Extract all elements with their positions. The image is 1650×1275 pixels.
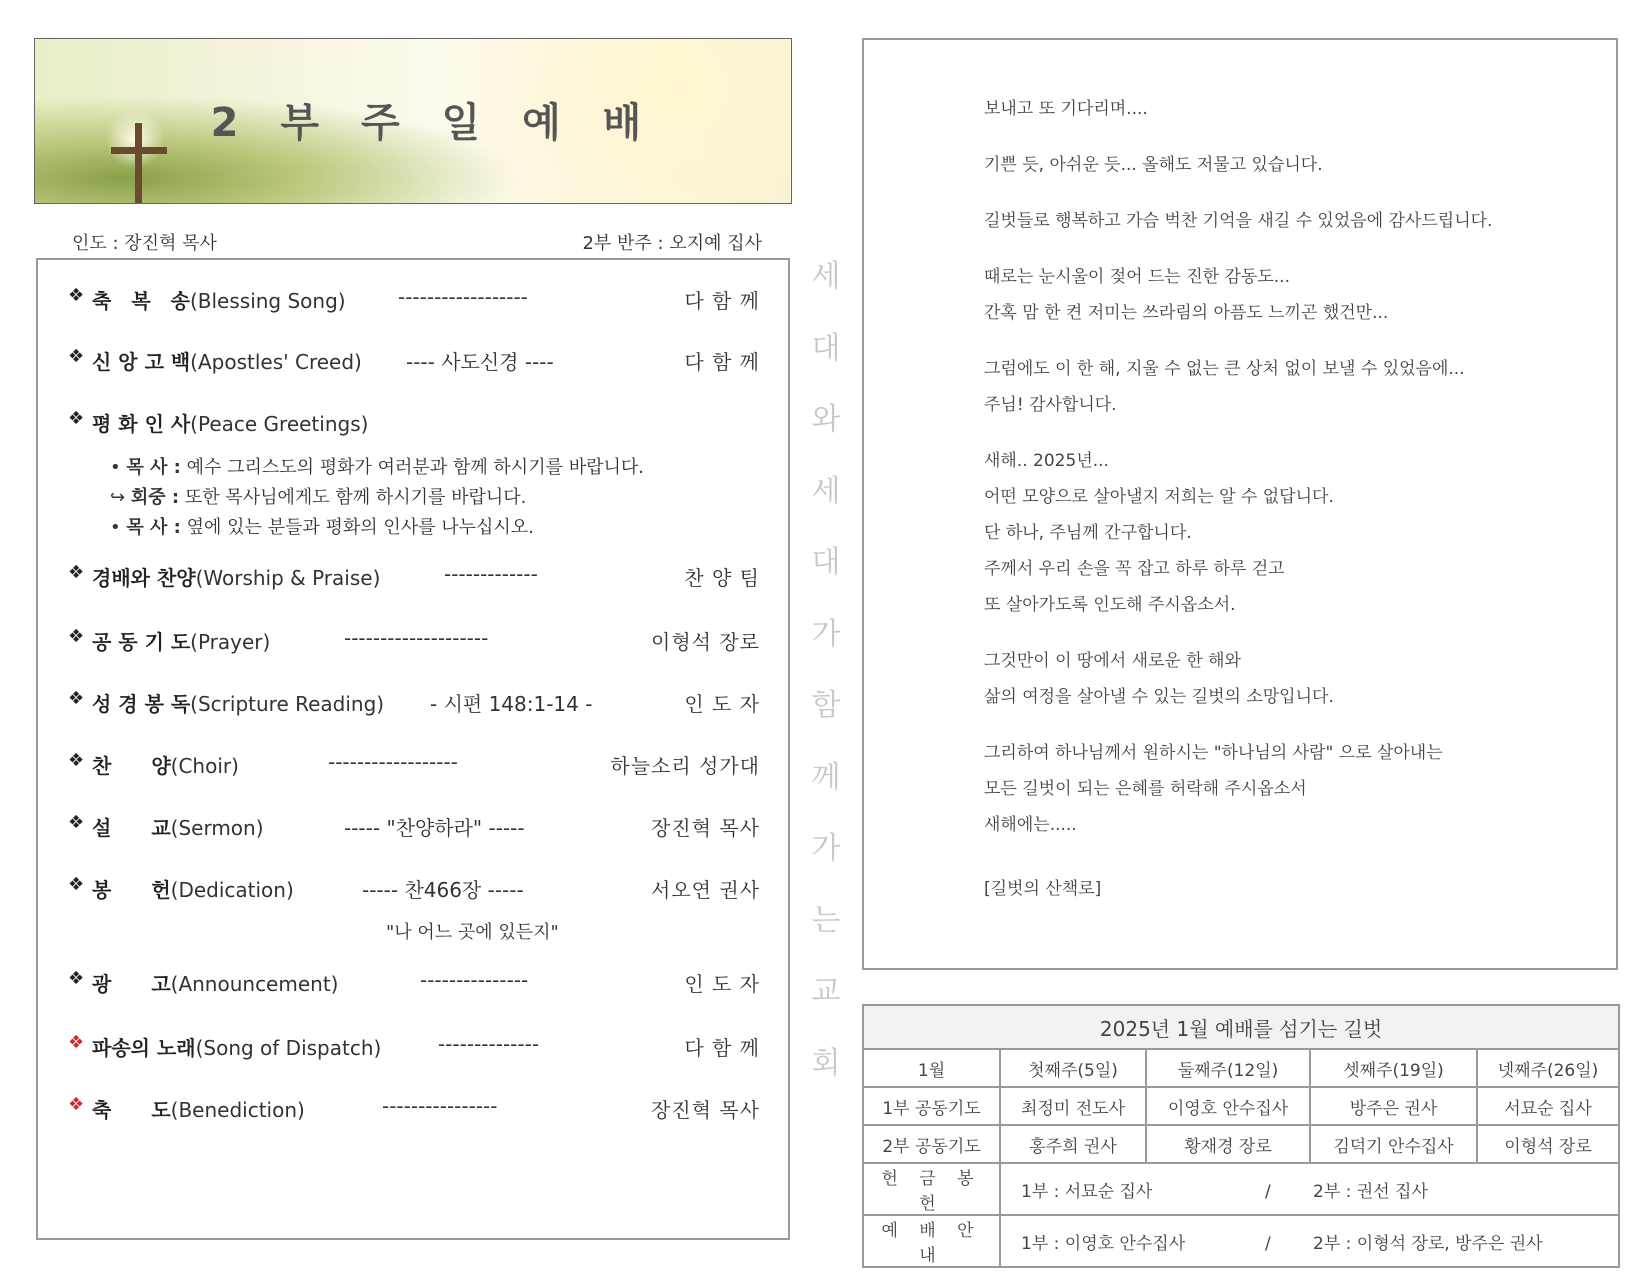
item-title-ko: 파송의 노래 [92, 1036, 196, 1060]
item-detail: ----- "찬양하라" ----- [344, 816, 525, 840]
diamond-bullet-icon: ❖ [68, 1032, 85, 1053]
item-title-ko: 평 화 인 사 [92, 412, 191, 436]
return-arrow-icon: ↪ [110, 487, 126, 508]
order-item [68, 688, 760, 718]
item-leader: 인 도 자 [684, 972, 760, 996]
table-cell: 2부 공동기도 [863, 1125, 1000, 1163]
item-title-ko: 신 앙 고 백 [92, 350, 191, 374]
diamond-bullet-icon: ❖ [68, 750, 85, 771]
item-detail: --------------- [420, 968, 529, 992]
diamond-bullet-icon: ❖ [68, 1094, 85, 1115]
item-title-en: (Sermon) [170, 816, 264, 840]
message-line: 단 하나, 주님께 간구합니다. [984, 523, 1192, 543]
peace-text: 예수 그리스도의 평화가 여러분과 함께 하시기를 바랍니다. [186, 457, 644, 478]
item-leader: 다 함 께 [684, 1036, 760, 1060]
item-title-en: (Choir) [170, 754, 239, 778]
vertical-slogan [804, 259, 848, 1120]
slogan-char: 회 [811, 1045, 841, 1081]
table-cell: 홍주희 권사 [1000, 1125, 1146, 1163]
item-title-en: (Peace Greetings) [190, 412, 369, 436]
slogan-char: 교 [811, 974, 841, 1009]
item-title-ko: 찬 양 [92, 754, 171, 778]
bullet-icon: • [110, 517, 121, 538]
item-title-en: (Dedication) [170, 878, 294, 902]
item-detail: - 시편 148:1-14 - [430, 692, 593, 716]
table-row [863, 1125, 1619, 1163]
order-item [68, 1032, 760, 1062]
peace-text: 옆에 있는 분들과 평화의 인사를 나누십시오. [186, 517, 534, 538]
item-title-ko: 공 동 기 도 [92, 630, 191, 654]
item-title-ko: 축 복 송 [92, 289, 190, 313]
usher-second: 2부 : 이형석 장로, 방주은 권사 [1313, 1233, 1543, 1254]
message-line: 길벗들로 행복하고 가슴 벅찬 기억을 새길 수 있었음에 감사드립니다. [984, 211, 1493, 231]
message-line: 새해에는..... [984, 815, 1077, 835]
slogan-char: 께 [811, 759, 841, 795]
servant-schedule-table [862, 1004, 1620, 1268]
order-item [68, 968, 760, 998]
item-title-ko: 축 도 [92, 1098, 171, 1122]
dedication-hymn-title: "나 어느 곳에 있든지" [386, 922, 559, 943]
message-source: [길벗의 산책로] [984, 879, 1102, 899]
order-item [68, 874, 760, 904]
order-item [68, 1094, 760, 1124]
table-cell: 1부 공동기도 [863, 1087, 1000, 1125]
slogan-char: 세 [811, 473, 841, 509]
slogan-char: 와 [811, 402, 841, 437]
item-leader: 이형석 장로 [651, 630, 760, 654]
peace-role: 목 사 : [126, 517, 181, 538]
item-leader: 다 함 께 [684, 289, 760, 313]
separator: / [1265, 1181, 1271, 1202]
table-header-row [863, 1049, 1619, 1087]
message-line: 때로는 눈시울이 젖어 드는 진한 감동도... [984, 267, 1290, 287]
diamond-bullet-icon: ❖ [68, 408, 85, 429]
item-leader: 서오연 권사 [651, 878, 760, 902]
table-cell: 이형석 장로 [1477, 1125, 1619, 1163]
order-of-worship [36, 258, 790, 1240]
item-title-en: (Announcement) [170, 972, 339, 996]
order-item [68, 408, 760, 438]
message-line: 어떤 모양으로 살아낼지 저희는 알 수 없답니다. [984, 487, 1334, 507]
item-leader: 하늘소리 성가대 [610, 754, 760, 778]
accompanist-info: 2부 반주 : 오지예 집사 [582, 233, 762, 254]
item-title-en: (Scripture Reading) [190, 692, 385, 716]
item-leader: 장진혁 목사 [651, 816, 760, 840]
offering-assignment [1000, 1163, 1619, 1215]
item-title-ko: 경배와 찬양 [92, 566, 196, 590]
separator: / [1265, 1233, 1271, 1254]
item-detail: ---------------- [382, 1094, 498, 1118]
item-detail: ---- 사도신경 ---- [406, 350, 554, 374]
message-line: 또 살아가도록 인도해 주시옵소서. [984, 595, 1236, 615]
diamond-bullet-icon: ❖ [68, 562, 85, 583]
item-detail: ------------------ [328, 750, 458, 774]
table-header: 둘째주(12일) [1146, 1049, 1310, 1087]
item-title-ko: 광 고 [92, 972, 171, 996]
table-cell: 방주은 권사 [1310, 1087, 1477, 1125]
message-line: 보내고 또 기다리며.... [984, 99, 1148, 119]
slogan-char: 대 [811, 330, 841, 366]
table-cell: 최정미 전도사 [1000, 1087, 1146, 1125]
peace-line [110, 483, 526, 509]
table-cell: 이영호 안수집사 [1146, 1087, 1310, 1125]
leader-info: 인도 : 장진혁 목사 [72, 233, 217, 254]
message-line: 삶의 여정을 살아낼 수 있는 길벗의 소망입니다. [984, 687, 1334, 707]
peace-role: 목 사 : [126, 457, 181, 478]
message-line: 그것만이 이 땅에서 새로운 한 해와 [984, 651, 1241, 671]
message-line: 주님! 감사합니다. [984, 395, 1117, 415]
item-detail: ------------------ [398, 285, 528, 309]
table-cell: 헌 금 봉 헌 [863, 1163, 1000, 1215]
diamond-bullet-icon: ❖ [68, 626, 85, 647]
header-banner [34, 38, 792, 204]
usher-assignment [1000, 1215, 1619, 1267]
item-detail: ----- 찬466장 ----- [362, 878, 524, 902]
diamond-bullet-icon: ❖ [68, 968, 85, 989]
table-row [863, 1163, 1619, 1215]
diamond-bullet-icon: ❖ [68, 688, 85, 709]
meditation-message [862, 38, 1618, 970]
slogan-char: 가 [811, 831, 841, 866]
slogan-char: 세 [811, 259, 841, 294]
message-line: 주께서 우리 손을 꼭 잡고 하루 하루 걷고 [984, 559, 1285, 579]
bullet-icon: • [110, 457, 121, 478]
item-leader: 찬 양 팀 [684, 566, 760, 590]
table-row [863, 1215, 1619, 1267]
table-header: 넷째주(26일) [1477, 1049, 1619, 1087]
item-title-en: (Worship & Praise) [195, 566, 381, 590]
item-title-ko: 성 경 봉 독 [92, 692, 191, 716]
slogan-char: 는 [811, 902, 841, 938]
order-item [68, 626, 760, 656]
table-cell: 예 배 안 내 [863, 1215, 1000, 1267]
diamond-bullet-icon: ❖ [68, 346, 85, 367]
item-leader: 다 함 께 [684, 350, 760, 374]
table-header: 1월 [863, 1049, 1000, 1087]
order-item [68, 812, 760, 842]
diamond-bullet-icon: ❖ [68, 812, 85, 833]
slogan-char: 함 [811, 688, 841, 723]
item-leader: 장진혁 목사 [651, 1098, 760, 1122]
message-line: 그럼에도 이 한 해, 지울 수 없는 큰 상처 없이 보낼 수 있었음에... [984, 359, 1465, 379]
order-item [68, 285, 760, 315]
peace-line [110, 453, 644, 479]
cross-icon-bar [111, 147, 167, 154]
order-item [68, 346, 760, 376]
table-header: 셋째주(19일) [1310, 1049, 1477, 1087]
table-cell: 서묘순 집사 [1477, 1087, 1619, 1125]
message-line: 새해.. 2025년... [984, 451, 1109, 471]
item-title-ko: 봉 헌 [92, 878, 171, 902]
offering-first: 1부 : 서묘순 집사 [1021, 1181, 1153, 1202]
item-detail: ------------- [444, 562, 538, 586]
diamond-bullet-icon: ❖ [68, 874, 85, 895]
slogan-char: 가 [811, 616, 841, 652]
table-header: 첫째주(5일) [1000, 1049, 1146, 1087]
item-title-en: (Song of Dispatch) [195, 1036, 382, 1060]
item-title-en: (Blessing Song) [189, 289, 346, 313]
message-line: 모든 길벗이 되는 은혜를 허락해 주시옵소서 [984, 779, 1307, 799]
offering-second: 2부 : 권선 집사 [1313, 1181, 1428, 1202]
peace-text: 또한 목사님에게도 함께 하시기를 바랍니다. [184, 487, 527, 508]
item-detail: -------------------- [344, 626, 489, 650]
table-cell: 황재경 장로 [1146, 1125, 1310, 1163]
item-title-en: (Apostles' Creed) [190, 350, 362, 374]
item-detail: -------------- [438, 1032, 540, 1056]
table-row [863, 1087, 1619, 1125]
order-item [68, 562, 760, 592]
item-title-en: (Prayer) [190, 630, 271, 654]
message-line: 기쁜 듯, 아쉬운 듯... 올해도 저물고 있습니다. [984, 155, 1323, 175]
message-line: 간혹 맘 한 켠 저미는 쓰라림의 아픔도 느끼곤 했건만... [984, 303, 1389, 323]
order-item [68, 750, 760, 780]
item-title-en: (Benediction) [170, 1098, 305, 1122]
slogan-char: 대 [811, 545, 841, 580]
message-line: 그리하여 하나님께서 원하시는 "하나님의 사람" 으로 살아내는 [984, 743, 1443, 763]
peace-role: 회중 : [130, 487, 180, 508]
item-title-ko: 설 교 [92, 816, 171, 840]
peace-line [110, 513, 534, 539]
schedule-caption: 2025년 1월 예배를 섬기는 길벗 [863, 1005, 1619, 1049]
table-cell: 김덕기 안수집사 [1310, 1125, 1477, 1163]
usher-first: 1부 : 이영호 안수집사 [1021, 1233, 1186, 1254]
diamond-bullet-icon: ❖ [68, 285, 85, 306]
item-leader: 인 도 자 [684, 692, 760, 716]
service-title: 2 부 주 일 예 배 [210, 100, 656, 146]
